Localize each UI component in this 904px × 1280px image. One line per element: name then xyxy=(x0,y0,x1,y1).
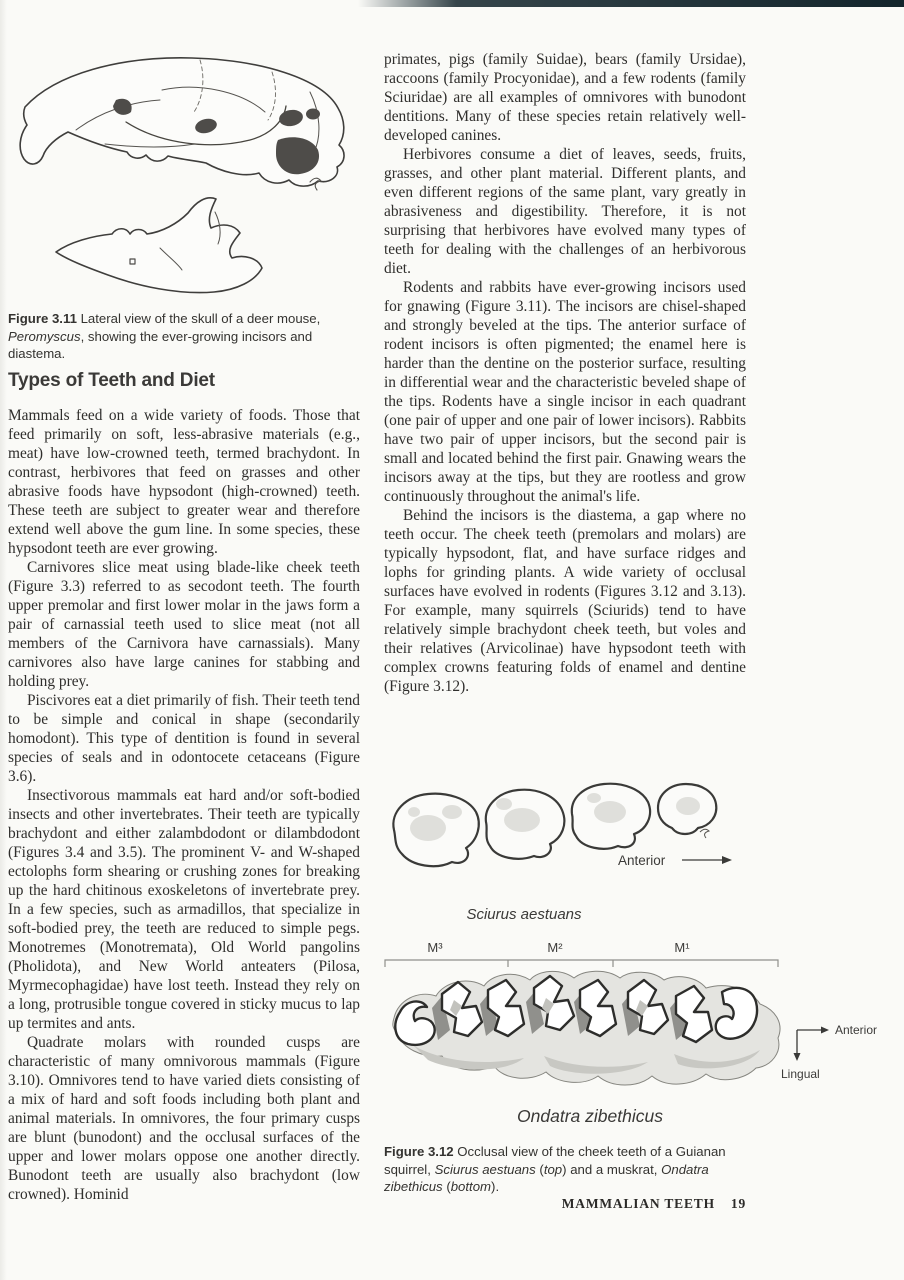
species-name-ondatra: Ondatra zibethicus xyxy=(384,1161,709,1195)
body-paragraph: Insectivorous mammals eat hard and/or soft-bodied insects and other invertebrates. Their teeth are typically brachydont and either zalambdodont or dilambdodont (Figures 3.4 and 3.5). The prominent V- and W-shaped ectolophs form shearing or crushing zones for breaking up the hard chitinous exoskeletons of invertebrate prey. In a few species, such as armadillos, that specialize in soft-bodied prey, the teeth are reduced to simple pegs. Monotremes (Monotremata), Old World pangolins (Pholidota), and New World anteaters (Pilosa, Myrmecophagidae) have lost teeth. Instead they rely on a long, protrusible tongue covered in sticky mucus to lap up termites and ants. xyxy=(8,787,360,1032)
running-head: MAMMALIAN TEETH xyxy=(561,1196,715,1211)
species-name-peromyscus: Peromyscus xyxy=(8,328,81,344)
body-paragraph: Quadrate molars with rounded cusps are characteristic of many omnivorous mammals (Figure 3.10). Omnivores tend to have varied diets consisting of a mix of hard and soft foods including both plant and animal materials. In omnivores, the four primary cusps are blunt (bunodont) and the occlusal surfaces of the upper and lower molars oppose one another directly. Bunodont teeth are usually also brachydont (low crowned). Hominid xyxy=(8,1034,360,1203)
left-text-column xyxy=(8,406,360,1204)
body-paragraph: Rodents and rabbits have ever-growing incisors used for gnawing (Figure 3.11). The incisors are chisel-shaped and strongly beveled at the tips. The anterior surface of rodent incisors is often pigmented; the enamel here is harder than the dentine on the posterior surface, resulting in differential wear and the characteristic beveled shape of the tips. Rodents have a single incisor in each quadrant (one pair of upper and one pair of lower incisors). Rabbits have two pair of upper incisors, but the second pair is small and located behind the first pair. Gnawing wears the incisors away at the tips, but they are rootless and grow continuously throughout the animal's life. xyxy=(384,279,746,505)
figure-312-label: Figure 3.12 xyxy=(384,1144,454,1159)
page-edge-shadow-top xyxy=(358,0,904,7)
arrow-head-icon xyxy=(722,856,732,864)
position-word-top: top xyxy=(543,1161,563,1177)
figure-311-label: Figure 3.11 xyxy=(8,311,77,326)
lingual-arrow-head-icon xyxy=(794,1053,801,1061)
section-heading: Types of Teeth and Diet xyxy=(8,370,215,391)
page-number: 19 xyxy=(730,1196,746,1211)
body-paragraph: Piscivores eat a diet primarily of fish. Their teeth tend to be simple and conical in shape (secondarily homodont). This type of dentition is found in several species of seals and in odontocete cetaceans (Figure 3.6). xyxy=(8,692,360,785)
anterior-label: Anterior xyxy=(618,853,666,868)
molar-label-m3: M³ xyxy=(427,940,443,955)
body-paragraph: Mammals feed on a wide variety of foods. Those that feed primarily on soft, less-abrasive materials (e.g., meat) have low-crowned teeth, termed brachydont. In contrast, herbivores that feed on grasses and other abrasive foods have hypsodont (high-crowned) teeth. These teeth are subject to greater wear and therefore extend well above the gum line. In some species, these hypsodont teeth are ever growing. xyxy=(8,407,360,557)
figure-3-12-squirrel-teeth-illustration xyxy=(384,768,744,893)
caption-text: ( xyxy=(442,1179,451,1195)
figure-3-12-muskrat-teeth-illustration xyxy=(384,938,884,1103)
figure-3-11-caption xyxy=(8,310,366,363)
page-footer xyxy=(420,1196,746,1212)
page-edge-shadow-left xyxy=(0,0,7,1280)
molar-label-m2: M² xyxy=(547,940,563,955)
caption-text: ) and a muskrat, xyxy=(562,1161,662,1177)
caption-text: , showing the ever-growing incisors and diastema. xyxy=(8,328,313,362)
artist-signature xyxy=(700,829,709,838)
caption-text: Lateral view of the skull of a deer mouse, xyxy=(76,311,321,326)
muskrat-species-label: Ondatra zibethicus xyxy=(517,1106,663,1126)
molar-bracket xyxy=(385,960,778,967)
anterior-arrow-head-icon xyxy=(821,1027,829,1034)
anterior-direction-arrow xyxy=(618,853,732,868)
deer-mouse-cranium xyxy=(20,58,344,190)
figure-3-11-skull-illustration xyxy=(10,52,358,302)
muskrat-molar-row xyxy=(393,971,780,1085)
deer-mouse-mandible xyxy=(56,198,262,293)
compass-anterior-label: Anterior xyxy=(835,1023,878,1037)
body-paragraph: Behind the incisors is the diastema, a gap where no teeth occur. The cheek teeth (premolars and molars) are typically hypsodont, flat, and have surface ridges and lophs for grinding plants. A wide variety of occlusal surfaces have evolved in rodents (Figures 3.12 and 3.13). For example, many squirrels (Sciurids) tend to have relatively simple brachydont cheek teeth, but voles and their relatives (Arvicolinae) have hypsodont teeth with complex crowns featuring folds of enamel and dentine (Figure 3.12). xyxy=(384,507,746,695)
molar-label-m1: M¹ xyxy=(674,940,690,955)
species-name-sciurus: Sciurus aestuans xyxy=(434,1161,536,1177)
figure-3-12-caption xyxy=(384,1143,756,1196)
position-word-bottom: bottom xyxy=(450,1179,492,1195)
body-paragraph: Herbivores consume a diet of leaves, seeds, fruits, grasses, and other plant material. Different plants, and even different regions of the same plant, vary greatly in abrasiveness and digestibility. Therefore, it is not surprising that herbivores have evolved many types of teeth for dealing with the challenges of an herbivorous diet. xyxy=(384,146,746,277)
molar-scale-labels xyxy=(385,940,778,967)
orientation-compass xyxy=(781,1023,877,1081)
squirrel-species-label: Sciurus aestuans xyxy=(466,906,582,923)
caption-text: ( xyxy=(535,1161,544,1177)
body-paragraph: Carnivores slice meat using blade-like cheek teeth (Figure 3.3) referred to as secodont teeth. The fourth upper premolar and first lower molar in the jaws form a pair of carnassial teeth used to slice meat (not all members of the Carnivora have carnassials). Many carnivores also have large canines for stabbing and holding prey. xyxy=(8,559,360,690)
caption-text: ). xyxy=(491,1179,500,1195)
caption-text: Occlusal view of the cheek teeth of a Guianan squirrel, xyxy=(384,1144,726,1177)
body-paragraph: primates, pigs (family Suidae), bears (family Ursidae), raccoons (family Procyonidae), and a few rodents (family Sciuridae) are all examples of omnivores with bunodont dentitions. Many of these species retain relatively well-developed canines. xyxy=(384,51,746,144)
compass-lingual-label: Lingual xyxy=(781,1067,820,1081)
right-text-column xyxy=(384,50,746,696)
